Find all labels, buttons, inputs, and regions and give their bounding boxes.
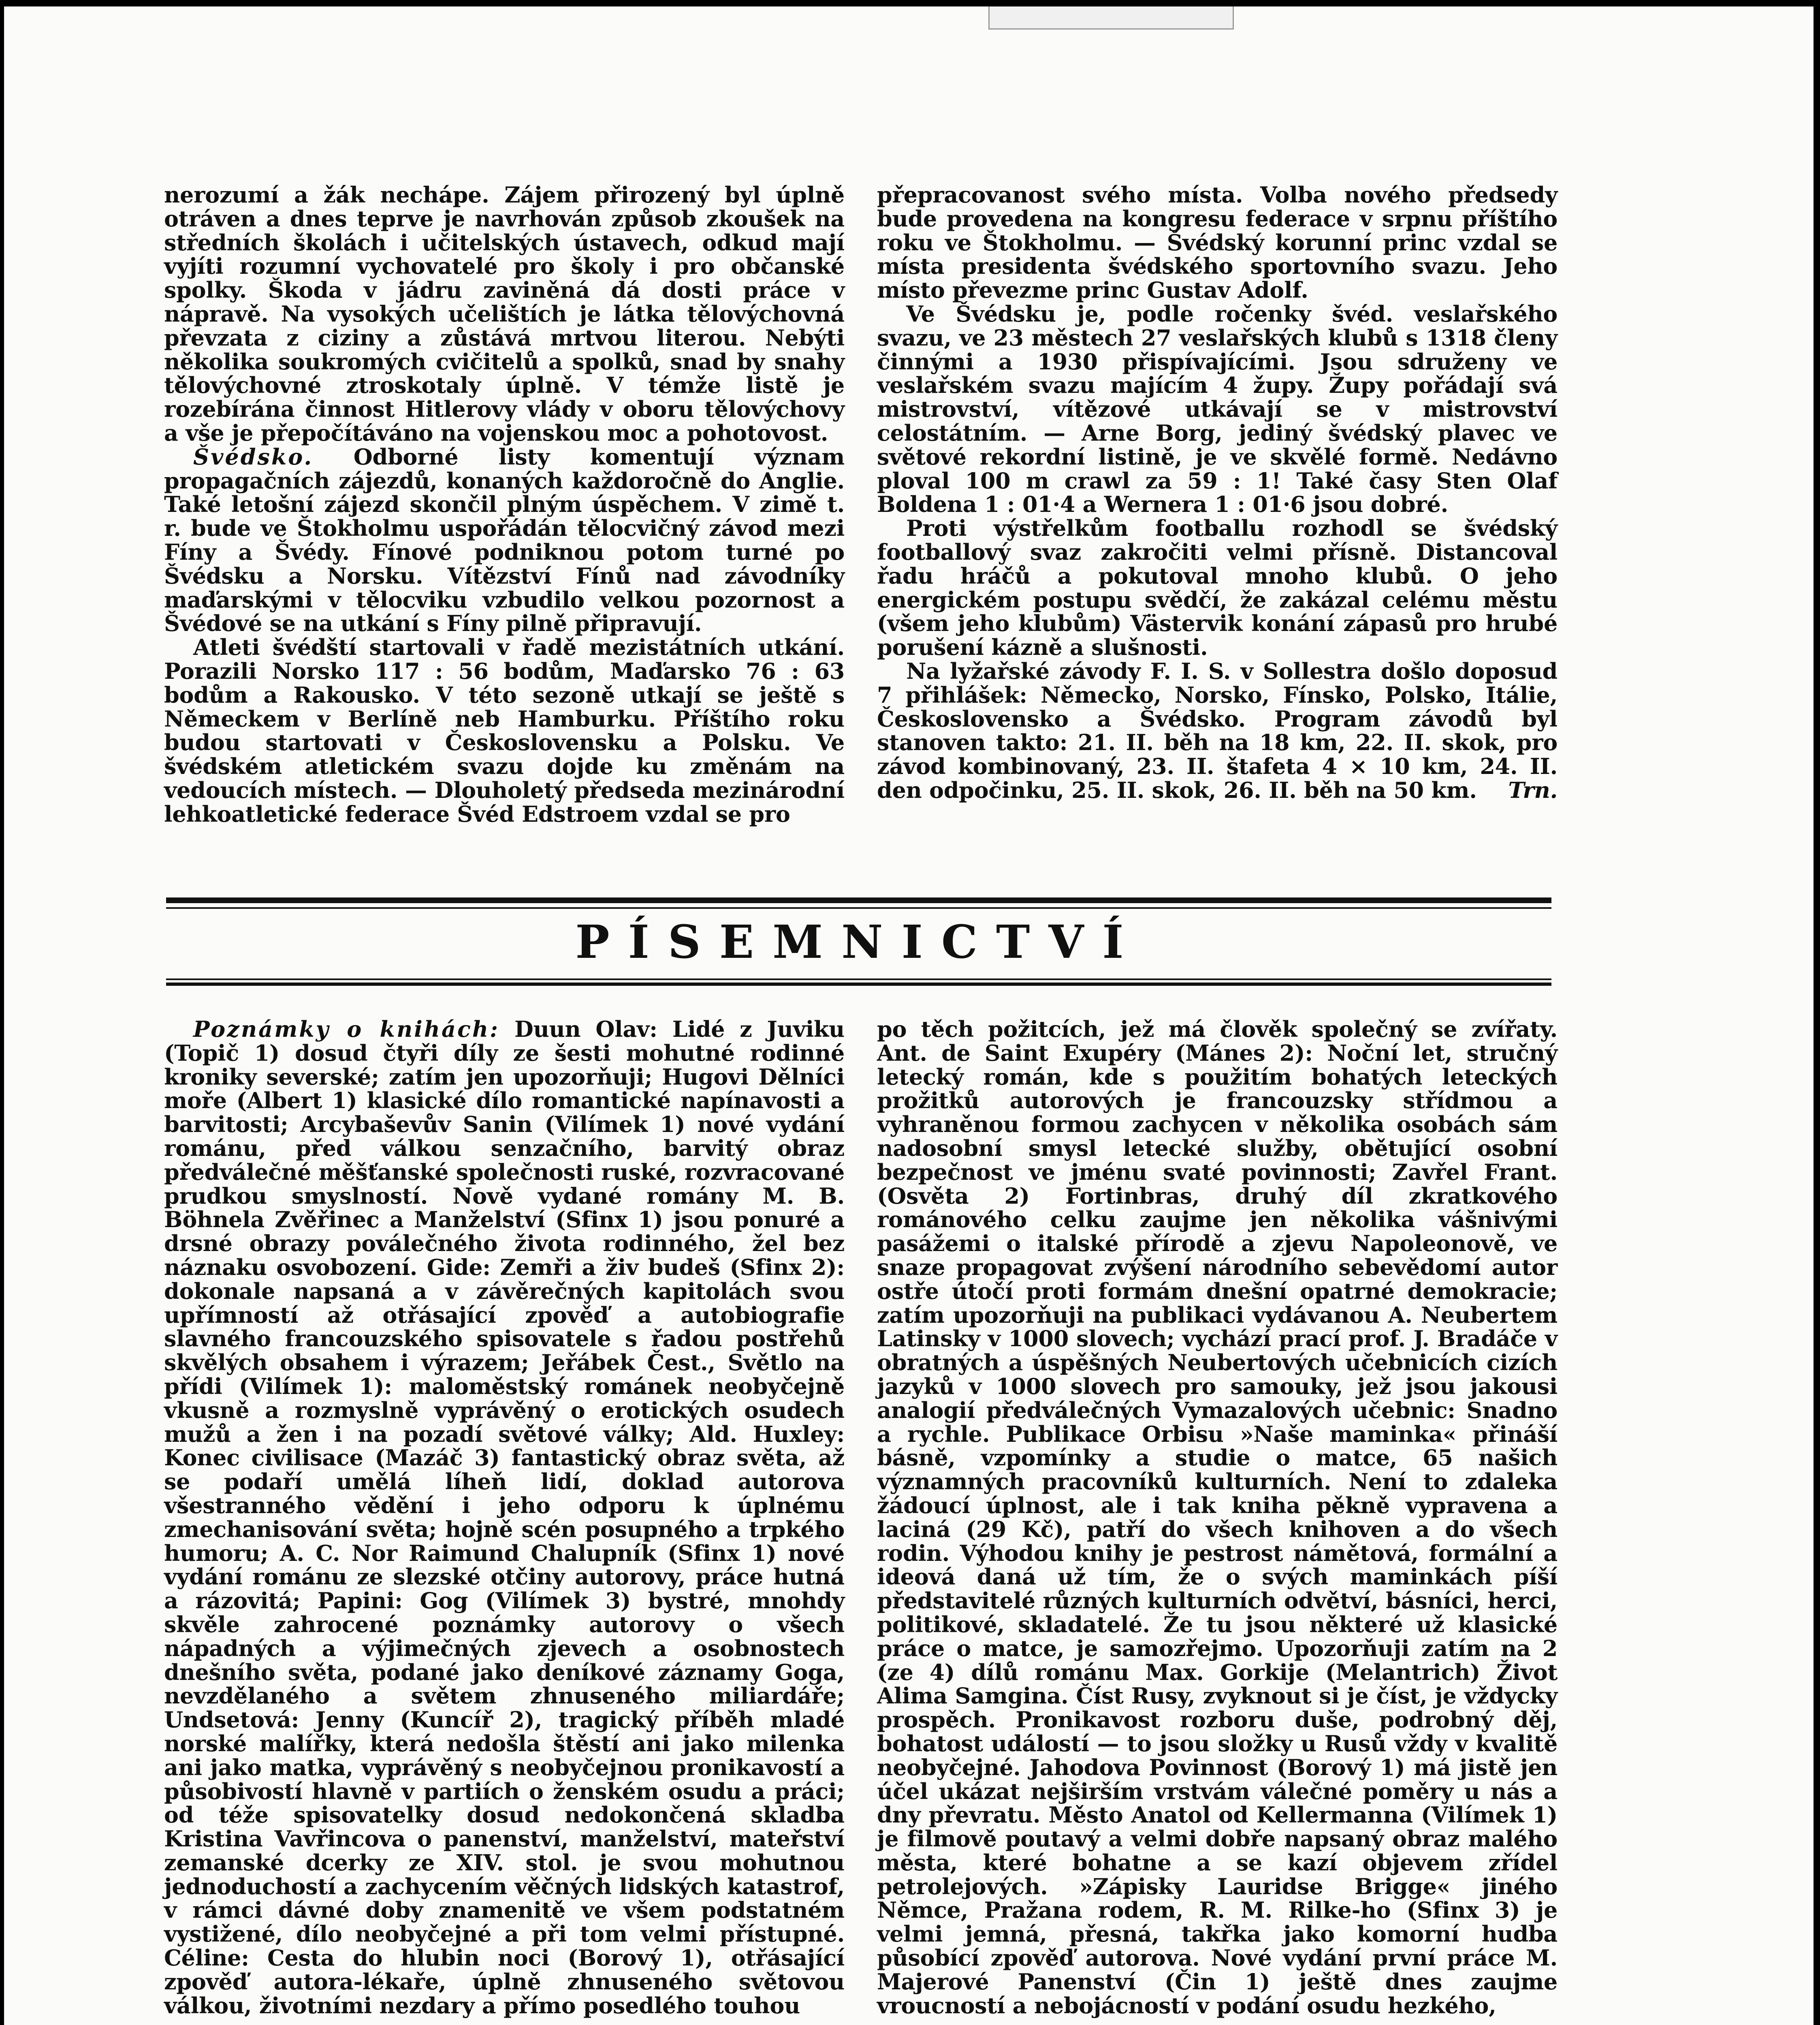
paragraph: Ve Švédsku je, podle ročenky švéd. veslařského svazu, ve 23 městech 27 veslařských klubů s 1318 členy činnými a 1930 přispívajícími. Jsou sdruženy ve veslařském svazu majícím 4 župy. Župy pořádají svá mistrovství, vítězové utkávají se v mistrovství celostátním. — Arne Borg, jediný švédský plavec ve světové rekordní listině, je ve skvělé formě. Nedávno ploval 100 m crawl za 59 : 1! Také časy Sten Olaf Boldena 1 : 01·4 a Wernera 1 : 01·6 jsou dobré. [877,301,1558,518]
scan-border-right [1814,0,1820,2025]
paragraph-lead: Poznámky o knihách: [193,1016,500,1042]
paragraph-lead: Švédsko. [193,443,314,470]
scan-border-top [0,0,1820,6]
scan-stamp-mark [988,6,1234,30]
section-title: PÍSEMNICTVÍ [575,916,1142,969]
section-rule-bottom [166,983,1551,986]
paragraph: Atleti švédští startovali v řadě mezistátních utkání. Porazili Norsko 117 : 56 bodům, Maďarsko 76 : 63 bodům a Rakousko. V této sezoně utkají se ještě s Německem v Berlíně neb Hamburku. Příštího roku budou startovati v Československu a Polsku. Ve švédském atletickém svazu dojde ku změnám na vedoucích místech. — Dlouholetý předseda mezinárodní lehkoatletické federace Švéd Edstroem vzdal se pro [164,634,845,827]
paragraph-body: Duun Olav: Lidé z Juviku (Topič 1) dosud čtyři díly ze šesti mohutné rodinné kroniky severské; zatím jen upozorňuji; Hugovi Dělníci moře (Albert 1) klasické dílo romantické napínavosti a barvitosti; Arcybaševův Sanin (Vilímek 1) nové vydání románu, před válkou senzačního, barvitý obraz předválečné měšťanské společnosti ruské, rozvracované prudkou smyslností. Nově vydané romány M. B. Böhnela Zvěřinec a Manželství (Sfinx 1) jsou ponuré a drsné obrazy poválečného života rodinného, žel bez náznaku osvobození. Gide: Zemři a živ budeš (Sfinx 2): dokonale napsaná a v závěrečných kapitolách svou upřímností až otřásající zpověď a autobiografie slavného francouzského spisovatele s řadou postřehů skvělých obsahem i výrazem; Jeřábek Čest., Světlo na přídi (Vilímek 1): maloměstský románek neobyčejně vkusně a rozmyslně vyprávěný o erotických osudech mužů a žen i na pozadí světové války; Ald. Huxley: Konec civilisace (Mazáč 3) fantastický obraz světa, až se podaří umělá líheň lidí, doklad autorova všestranného vědění i jeho odporu k úplnému zmechanisování světa; hojně scén posupného a trpkého humoru; A. C. Nor Raimund Chalupník (Sfinx 1) nové vydání románu ze slezské otčiny autorovy, práce hutná a rázovitá; Papini: Gog (Vilímek 3) bystré, mnohdy skvěle zahrocené poznámky autorovy o všech nápadných a výjimečných zjevech a osobnostech dnešního světa, podané jako deníkové záznamy Goga, nevzdělaného a světem zhnuseného miliardáře; Undsetová: Jenny (Kuncíř 2), tragický příběh mladé norské malířky, která nedošla štěstí ani jako milenka ani jako matka, vyprávěný s neobyčejnou pronikavostí a působivostí hlavně v partiích o ženském osudu a práci; od téže spisovatelky dosud nedokončená skladba Kristina Vavřincova o panenství, manželství, mateřství zemanské dcerky ze XIV. stol. je svou mohutnou jednoduchostí a zachycením věčných lidských katastrof, v rámci dávné doby znamenitě ve všem podstatném vystižené, dílo neobyčejné a při tom velmi přístupné. Céline: Cesta do hlubin noci (Borový 1), otřásající zpověď autora-lékaře, úplně zhnuseného světovou válkou, životními nezdary a přímo posedlého touhou [164,1016,845,2019]
paragraph-body: Na lyžařské závody F. I. S. v Sollestra došlo doposud 7 přihlášek: Německo, Norsko, Fínsko, Polsko, Itálie, Československo a Švédsko. Program závodů byl stanoven takto: 21. II. běh na 18 km, 22. II. skok, pro závod kombinovaný, 23. II. štafeta 4 × 10 km, 24. II. den odpočinku, 25. II. skok, 26. II. běh na 50 km. [877,658,1558,803]
paragraph: nerozumí a žák nechápe. Zájem přirozený byl úplně otráven a dnes teprve je navrhován způsob zkoušek na středních školách i učitelských ústavech, odkud mají vyjíti rozumní vychovatelé pro školy i pro občanské spolky. Škoda v jádru zaviněná dá dosti práce v nápravě. Na vysokých učelištích je látka tělovýchovná převzata z ciziny a zůstává mrtvou literou. Nebýti několika soukromých cvičitelů a spolků, snad by snahy tělovýchovné ztroskotaly úplně. V témže listě je rozebírána činnost Hitlerovy vlády v oboru tělovýchovy a vše je přepočítáváno na vojenskou moc a pohotovost. [164,182,845,446]
section-rule-bottom-thin [166,978,1551,980]
column-top-left [164,183,845,826]
paragraph [164,445,845,635]
column-top-right [877,183,1558,802]
paragraph: Proti výstřelkům footballu rozhodl se švédský footballový svaz zakročiti velmi přísně. Distancoval řadu hráčů a pokutoval mnoho klubů. O jeho energickém postupu svědčí, že zakázal celému městu (všem jeho klubům) Västervik konání zápasů pro hrubé porušení kázně a slušnosti. [877,515,1558,661]
section-rule-top-thin [166,907,1551,909]
paragraph [877,659,1558,802]
column-bottom-right [877,1017,1558,2017]
author-signature: Trn. [1508,777,1558,803]
paragraph: přepracovanost svého místa. Volba nového předsedy bude provedena na kongresu federace v srpnu příštího roku ve Štokholmu. — Švédský korunní princ vzdal se místa presidenta švédského sportovního svazu. Jeho místo převezme princ Gustav Adolf. [877,182,1558,303]
column-bottom-left [164,1017,845,2017]
section-rule-top [166,897,1551,903]
paragraph-body: Odborné listy komentují význam propagačních zájezdů, konaných každoročně do Anglie. Také letošní zájezd skončil plným úspěchem. V zimě t. r. bude ve Štokholmu uspořádán tělocvičný závod mezi Fíny a Švédy. Fínové podniknou potom turné po Švédsku a Norsku. Vítězství Fínů nad závodníky maďarskými v tělocviku vzbudilo velkou pozornost a Švédové se na utkání s Fíny pilně připravují. [164,443,845,637]
paragraph: po těch požitcích, jež má člověk společný se zvířaty. Ant. de Saint Exupéry (Mánes 2): Noční let, stručný letecký román, kde s použitím bohatých leteckých prožitků autorových je francouzsky střídmou a vyhraněnou formou zachycen v několika osobách sám nadosobní smysl letecké služby, obětující osobní bezpečnost ve jménu svaté povinnosti; Zavřel Frant. (Osvěta 2) Fortinbras, druhý díl zkratkového románového celku zaujme jen několika vášnivými pasážemi o italské přírodě a zjevu Napoleonově, ve snaze propagovat zvýšení národního sebevědomí autor ostře útočí proti formám dnešní opatrné demokracie; zatím upozorňuji na publikaci vydávanou A. Neubertem Latinsky v 1000 slovech; vychází prací prof. J. Bradáče v obratných a úspěšných Neubertových učebnicích cizích jazyků v 1000 slovech pro samouky, jež jsou jakousi analogií předválečných Vymazalových učebnic: Snadno a rychle. Publikace Orbisu »Naše maminka« přináší básně, vzpomínky a studie o matce, 65 našich významných pracovníků kulturních. Není to zdaleka žádoucí úplnost, ale i tak kniha pěkně vypravena a laciná (29 Kč), patří do všech knihoven a do všech rodin. Výhodou knihy je pestrost námětová, formální a ideová daná už tím, že o svých maminkách píší představitelé různých kulturních odvětví, básníci, herci, politikové, skladatelé. Že tu jsou některé už klasické práce o matce, je samozřejmo. Upozorňuji zatím na 2 (ze 4) dílů románu Max. Gorkije (Melantrich) Život Alima Samgina. Číst Rusy, zvyknout si je číst, je vždycky prospěch. Pronikavost rozboru duše, podrobný děj, bohatost událostí — to jsou složky u Rusů vždy v kvalitě neobyčejné. Jahodova Povinnost (Borový 1) má jistě jen účel ukázat nejširším vrstvám válečné poměry u nás a dny převratu. Město Anatol od Kellermanna (Vilímek 1) je filmově poutavý a velmi dobře napsaný obraz malého města, které bohatne a se kazí objevem zřídel petrolejových. »Zápisky Lauridse Brigge« jiného Němce, Pražana rodem, R. M. Rilke-ho (Sfinx 3) je velmi jemná, přesná, takřka jako komorní hudba působící zpověď autorova. Nové vydání první práce M. Majerové Panenství (Čin 1) ještě dnes zaujme vroucností a nebojácností v podání osudu hezkého, [877,1016,1558,2019]
paragraph [164,1017,845,2017]
scan-border-left [0,0,4,2025]
